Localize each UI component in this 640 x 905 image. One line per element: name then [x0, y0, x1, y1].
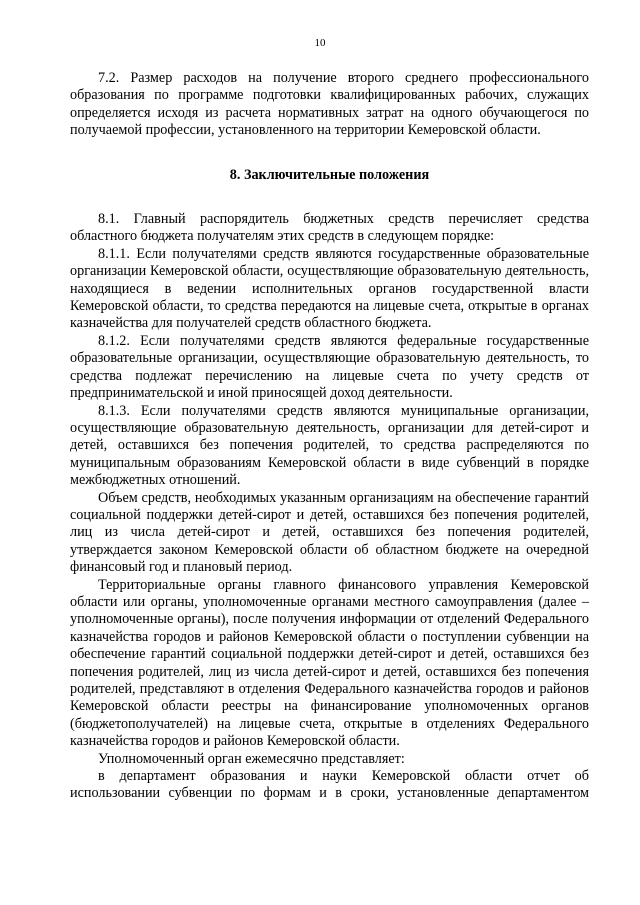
- paragraph-funding-volume: Объем средств, необходимых указанным организациям на обеспечение гарантий социальной поддержки детей-сирот и детей, оставшихся без попечения родителей, лиц из числа детей-сирот и детей, оставшихся без попечения родителей, утверждается законом Кемеровской области об областном бюджете на очередной финансовый год и плановый период.: [70, 489, 589, 576]
- document-body: [70, 70, 589, 803]
- paragraph-8-1-1: 8.1.1. Если получателями средств являются государственные образовательные организации Кемеровской области, осуществляющие образовательную деятельность, находящиеся в ведении исполнительных органов государственной власти Кемеровской области, то средства передаются на лицевые счета, открытые в органах казначейства для получателей средств областного бюджета.: [70, 245, 589, 332]
- paragraph-8-1: 8.1. Главный распорядитель бюджетных средств перечисляет средства областного бюджета получателям этих средств в следующем порядке:: [70, 211, 589, 245]
- section-heading: 8. Заключительные положения: [229, 166, 430, 183]
- paragraph-8-1-2: 8.1.2. Если получателями средств являются федеральные государственные образовательные организации, осуществляющие образовательную деятельность, то средства подлежат перечислению на лицевые счета по учету средств от предпринимательской и иной приносящей доход деятельности.: [70, 332, 589, 402]
- paragraph-territorial-bodies: Территориальные органы главного финансового управления Кемеровской области или органы, уполномоченные органами местного самоуправления (далее – уполномоченные органы), после получения информации от отделений Федерального казначейства городов и районов Кемеровской области о поступлении субвенции на обеспечение гарантий социальной поддержки детей-сирот и детей, оставшихся без попечения родителей, лиц из числа детей-сирот и детей, оставшихся без попечения родителей, представляют в отделения Федерального казначейства городов и районов Кемеровской области реестры на финансирование уполномоченных органов (бюджетополучателей) на лицевые счета, открытые в отделениях Федерального казначейства городов и районов Кемеровской области.: [70, 576, 589, 750]
- paragraph-7-2: 7.2. Размер расходов на получение второго среднего профессионального образования по программе подготовки квалифицированных рабочих, служащих определяется исходя из расчета нормативных затрат на одного обучающегося по получаемой профессии, установленного на территории Кемеровской области.: [70, 70, 589, 139]
- paragraph-8-1-3: 8.1.3. Если получателями средств являются муниципальные организации, осуществляющие образовательную деятельность, организации для детей-сирот и детей, оставшихся без попечения родителей, то средства распределяются по муниципальным образованиям Кемеровской области в виде субвенций в порядке межбюджетных отношений.: [70, 402, 589, 489]
- paragraph-monthly-report: Уполномоченный орган ежемесячно представляет:: [98, 750, 405, 767]
- paragraph-department-report: в департамент образования и науки Кемеровской области отчет об использовании субвенции по формам и в сроки, установленные департаментом: [70, 768, 589, 802]
- page-number: 10: [314, 37, 326, 49]
